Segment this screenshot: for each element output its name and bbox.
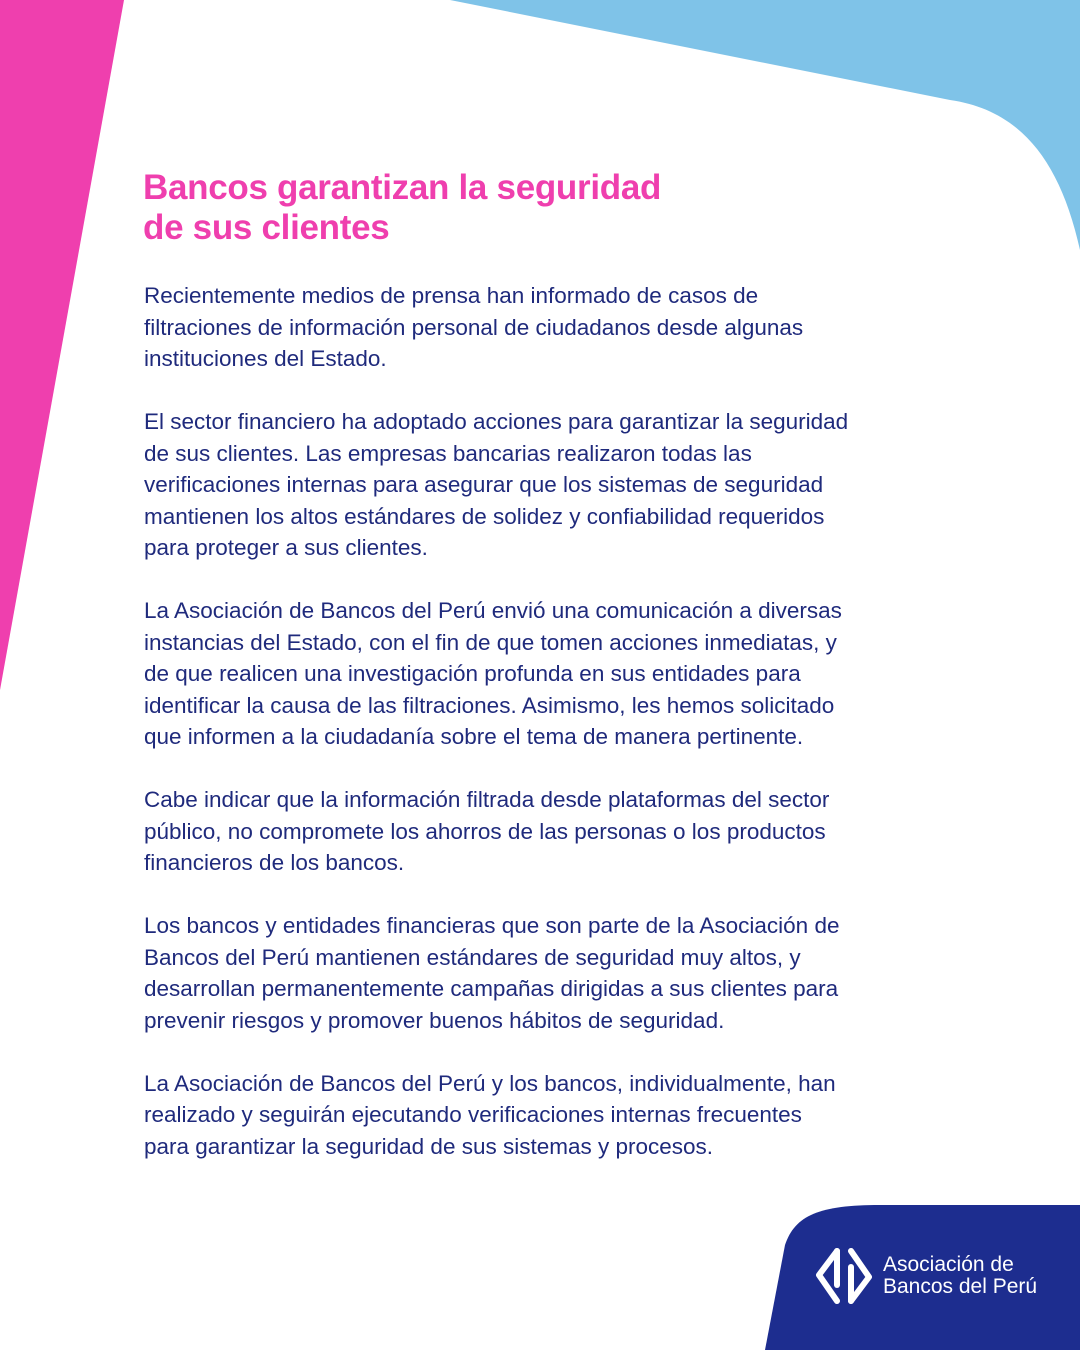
paragraph-line: identificar la causa de las filtraciones. Asimismo, les hemos solicitado <box>144 692 835 718</box>
paragraph-line: Cabe indicar que la información filtrada desde plataformas del sector <box>144 787 830 812</box>
paragraph-line: instituciones del Estado. <box>144 346 387 371</box>
paragraph-line: para proteger a sus clientes. <box>144 535 428 560</box>
paragraph-line: El sector financiero ha adoptado acciones para garantizar la seguridad <box>144 409 849 434</box>
brand-name <box>883 1254 1037 1298</box>
abp-logo-icon <box>815 1245 873 1307</box>
statement-body <box>144 280 1004 1194</box>
paragraph <box>144 280 1004 375</box>
paragraph-line: La Asociación de Bancos del Perú y los bancos, individualmente, han <box>144 1070 836 1096</box>
paragraph-line: Recientemente medios de prensa han informado de casos de <box>144 283 759 308</box>
paragraph-line: financieros de los bancos. <box>144 850 405 875</box>
paragraph <box>144 910 1004 1036</box>
paragraph-line: La Asociación de Bancos del Perú envió una comunicación a diversas <box>144 598 842 623</box>
paragraph-line: verificaciones internas para asegurar que los sistemas de seguridad <box>144 472 824 497</box>
paragraph-line: público, no compromete los ahorros de las personas o los productos <box>144 818 826 844</box>
paragraph-line: prevenir riesgos y promover buenos hábitos de seguridad. <box>144 1007 725 1033</box>
paragraph-line: que informen a la ciudadanía sobre el tema de manera pertinente. <box>144 724 804 749</box>
brand-name-line: Bancos del Perú <box>883 1275 1038 1298</box>
pink-band-shape <box>0 0 124 690</box>
paragraph-line: de sus clientes. Las empresas bancarias realizaron todas las <box>144 440 752 466</box>
paragraph-line: de que realicen una investigación profunda en sus entidades para <box>144 661 801 686</box>
page-title <box>143 168 943 248</box>
paragraph <box>144 1068 1004 1163</box>
title-line: Bancos garantizan la seguridad <box>143 168 662 207</box>
paragraph <box>144 406 1004 564</box>
paragraph-line: desarrollan permanentemente campañas dirigidas a sus clientes para <box>144 976 839 1001</box>
paragraph-line: mantienen los altos estándares de solidez y confiabilidad requeridos <box>144 503 825 529</box>
title-line: de sus clientes <box>143 208 390 247</box>
paragraph-line: filtraciones de información personal de ciudadanos desde algunas <box>144 314 804 340</box>
brand-name-line: Asociación de <box>883 1253 1014 1276</box>
paragraph <box>144 784 1004 879</box>
brand-logo <box>815 1245 1037 1307</box>
paragraph-line: Bancos del Perú mantienen estándares de seguridad muy altos, y <box>144 944 801 970</box>
paragraph-line: para garantizar la seguridad de sus sistemas y procesos. <box>144 1133 714 1159</box>
paragraph <box>144 595 1004 753</box>
paragraph-line: instancias del Estado, con el fin de que tomen acciones inmediatas, y <box>144 629 837 655</box>
paragraph-line: Los bancos y entidades financieras que son parte de la Asociación de <box>144 913 840 938</box>
paragraph-line: realizado y seguirán ejecutando verificaciones internas frecuentes <box>144 1102 802 1127</box>
